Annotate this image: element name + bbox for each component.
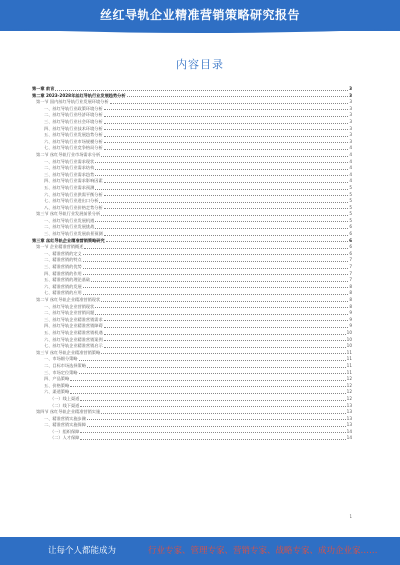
toc-entry[interactable] — [32, 329, 352, 336]
toc-entry-label: 五、丝红导轨行业需求预测 — [44, 184, 95, 190]
toc-entry[interactable] — [32, 131, 352, 138]
toc-entry[interactable] — [32, 177, 352, 184]
toc-entry-label: 三、丝红导轨行业发展前景预测 — [44, 231, 103, 237]
toc-entry-label: （二）线下渠道 — [50, 402, 80, 408]
toc-entry[interactable] — [32, 434, 352, 441]
toc-leader-dots — [104, 135, 349, 137]
toc-leader-dots — [104, 207, 349, 209]
toc-entry[interactable] — [32, 408, 352, 415]
toc-entry[interactable] — [32, 362, 352, 369]
toc-entry[interactable] — [32, 151, 352, 158]
toc-leader-dots — [104, 333, 346, 335]
toc-entry[interactable] — [32, 303, 352, 310]
toc-leader-dots — [104, 346, 346, 348]
toc-leader-dots — [101, 352, 346, 354]
toc-entry-page: 8 — [349, 283, 352, 289]
toc-entry-label: 二、丝红导轨企业营销问题 — [44, 310, 95, 316]
toc-entry[interactable] — [32, 191, 352, 198]
toc-entry-page: 3 — [349, 92, 352, 98]
toc-entry-label: 二、精准营销的特点 — [44, 257, 82, 263]
toc-leader-dots — [83, 267, 349, 269]
toc-entry-label: （一）线上渠道 — [50, 395, 80, 401]
toc-entry-page: 6 — [349, 224, 352, 230]
toc-entry-label: 第一节 国内丝红导轨行业发展环境分析 — [36, 99, 109, 105]
toc-entry-page: 3 — [349, 105, 352, 111]
toc-leader-dots — [95, 168, 348, 170]
toc-entry-label: 四、丝红导轨行业需求影响因素 — [44, 178, 103, 184]
toc-entry-label: 第三节 丝红导轨企业精准营销策略 — [36, 349, 101, 355]
toc-entry[interactable] — [32, 388, 352, 395]
toc-leader-dots — [104, 339, 346, 341]
toc-entry[interactable] — [32, 204, 352, 211]
toc-entry[interactable] — [32, 289, 352, 296]
toc-entry-label: 二、丝红导轨行业经济环境分析 — [44, 112, 103, 118]
toc-entry-label: 一、丝红导轨行业政策环境分析 — [44, 105, 103, 111]
toc-entry[interactable] — [32, 336, 352, 343]
toc-entry[interactable] — [32, 263, 352, 270]
toc-leader-dots — [106, 240, 348, 242]
toc-entry-page: 3 — [349, 138, 352, 144]
toc-leader-dots — [104, 234, 349, 236]
toc-entry[interactable] — [32, 322, 352, 329]
toc-entry-label: 七、丝红导轨企业精准营销启示 — [44, 343, 103, 349]
toc-leader-dots — [70, 392, 346, 394]
toc-entry-page: 8 — [349, 290, 352, 296]
toc-entry-label: 第三章 丝红导轨企业精准营销策略研究 — [32, 237, 105, 243]
toc-entry-page: 7 — [349, 270, 352, 276]
toc-entry-page: 5 — [349, 198, 352, 204]
toc-entry-label: 五、丝红导轨企业精准营销机遇 — [44, 329, 103, 335]
toc-entry-label: 五、丝红导轨行业发展趋势分析 — [44, 132, 103, 138]
toc-entry-page: 8 — [349, 303, 352, 309]
toc-leader-dots — [70, 379, 346, 381]
toc-entry-label: 一、丝红导轨企业营销现状 — [44, 303, 95, 309]
toc-entry-label: 二、精准营销实施保障 — [44, 422, 86, 428]
toc-leader-dots — [83, 273, 349, 275]
toc-entry-page: 3 — [349, 86, 352, 91]
toc-leader-dots — [95, 227, 348, 229]
toc-entry-label: 三、市场定位策略 — [44, 369, 78, 375]
toc-leader-dots — [95, 161, 348, 163]
toc-entry[interactable] — [32, 250, 352, 257]
toc-entry-page: 5 — [349, 211, 352, 217]
toc-entry-label: 八、丝红导轨行业价格走势分析 — [44, 204, 103, 210]
toc-entry-page: 6 — [349, 244, 352, 250]
toc-entry-page: 13 — [346, 422, 352, 428]
toc-leader-dots — [104, 194, 349, 196]
toc-entry-page: 4 — [349, 145, 352, 151]
toc-leader-dots — [95, 306, 348, 308]
toc-leader-dots — [80, 438, 345, 440]
toc-entry[interactable] — [32, 85, 352, 92]
toc-entry-page: 12 — [346, 376, 352, 382]
toc-entry[interactable] — [32, 355, 352, 362]
toc-leader-dots — [80, 399, 345, 401]
toc-entry-label: 三、精准营销的优势 — [44, 264, 82, 270]
toc-leader-dots — [80, 431, 345, 433]
toc-entry[interactable] — [32, 144, 352, 151]
toc-leader-dots — [83, 260, 349, 262]
toc-entry-label: 三、丝红导轨行业需求趋势 — [44, 171, 95, 177]
toc-entry-page: 3 — [349, 112, 352, 118]
toc-entry-page: 3 — [349, 125, 352, 131]
toc-entry-label: 第一章 前言 — [32, 86, 55, 91]
toc-entry-page: 14 — [346, 435, 352, 441]
toc-entry-page: 11 — [346, 349, 352, 355]
toc-leader-dots — [104, 148, 349, 150]
toc-leader-dots — [79, 372, 346, 374]
toc-entry-label: 一、精准营销的定义 — [44, 250, 82, 256]
toc-entry-label: 三、丝红导轨行业社会环境分析 — [44, 118, 103, 124]
toc-entry[interactable] — [32, 316, 352, 323]
toc-entry-label: 一、市场细分策略 — [44, 356, 78, 362]
toc-entry-label: 六、渠道策略 — [44, 389, 70, 395]
toc-leader-dots — [95, 174, 348, 176]
toc-entry-label: 四、精准营销的作用 — [44, 270, 82, 276]
toc-entry[interactable] — [32, 415, 352, 422]
toc-entry-label: 第二节 丝红导轨行业市场需求分析 — [36, 151, 101, 157]
toc-entry-page: 11 — [346, 362, 352, 368]
toc-entry[interactable] — [32, 243, 352, 250]
toc-entry[interactable] — [32, 296, 352, 303]
toc-entry-page: 13 — [346, 402, 352, 408]
toc-entry[interactable] — [32, 276, 352, 283]
toc-entry-page: 11 — [346, 356, 352, 362]
toc-leader-dots — [101, 412, 346, 414]
report-title: 丝红导轨企业精准营销策略研究报告 — [99, 8, 300, 22]
toc-entry-page: 7 — [349, 264, 352, 270]
toc-leader-dots — [104, 181, 349, 183]
toc-entry[interactable] — [32, 237, 352, 244]
toc-entry[interactable] — [32, 382, 352, 389]
toc-entry[interactable] — [32, 184, 352, 191]
toc-entry[interactable] — [32, 118, 352, 125]
toc-entry-page: 6 — [349, 250, 352, 256]
toc-entry[interactable] — [32, 428, 352, 435]
toc-entry[interactable] — [32, 138, 352, 145]
toc-entry[interactable] — [32, 375, 352, 382]
toc-entry-page: 8 — [349, 297, 352, 302]
toc-entry-label: 七、丝红导轨行业竞争格局分析 — [44, 145, 103, 151]
toc-leader-dots — [104, 319, 349, 321]
toc-leader-dots — [80, 405, 345, 407]
toc-leader-dots — [87, 425, 346, 427]
toc-entry-label: 六、精准营销的发展 — [44, 283, 82, 289]
toc-leader-dots — [83, 253, 349, 255]
toc-leader-dots — [104, 108, 349, 110]
toc-entry-page: 14 — [346, 428, 352, 434]
toc-entry[interactable] — [32, 395, 352, 402]
toc-entry-page: 4 — [349, 158, 352, 164]
footer-slogan: 让每个人都能成为 — [48, 546, 117, 556]
toc-entry-page: 5 — [349, 184, 352, 190]
page-number: 1 — [349, 514, 352, 519]
toc-entry[interactable] — [32, 421, 352, 428]
toc-leader-dots — [99, 201, 348, 203]
toc-entry[interactable] — [32, 105, 352, 112]
toc-entry-label: （二）人才保障 — [50, 435, 80, 441]
toc-leader-dots — [104, 141, 349, 143]
table-of-contents — [32, 85, 352, 441]
toc-entry-label: 七、丝红导轨行业进出口分析 — [44, 198, 99, 204]
toc-entry-label: 三、丝红导轨企业精准营销需求 — [44, 316, 103, 322]
toc-entry-label: 六、丝红导轨行业供需平衡分析 — [44, 191, 103, 197]
toc-entry[interactable] — [32, 349, 352, 356]
toc-entry[interactable] — [32, 171, 352, 178]
toc-entry[interactable] — [32, 270, 352, 277]
toc-leader-dots — [70, 385, 346, 387]
toc-entry-label: 六、丝红导轨行业市场规模分析 — [44, 138, 103, 144]
toc-entry-label: 二、丝红导轨行业发展挑战 — [44, 224, 95, 230]
toc-entry-page: 3 — [349, 99, 352, 105]
toc-leader-dots — [79, 359, 346, 361]
toc-entry-page: 4 — [349, 151, 352, 157]
toc-entry-page: 9 — [349, 310, 352, 316]
report-header — [0, 0, 400, 31]
toc-title: 内容目录 — [176, 58, 224, 71]
toc-entry-page: 4 — [349, 171, 352, 177]
toc-entry-page: 3 — [349, 132, 352, 138]
toc-entry-page: 9 — [349, 316, 352, 322]
toc-entry-label: （一）组织保障 — [50, 428, 80, 434]
toc-leader-dots — [83, 286, 349, 288]
toc-leader-dots — [95, 188, 348, 190]
toc-leader-dots — [101, 300, 348, 302]
toc-entry-page: 13 — [346, 415, 352, 421]
toc-entry-label: 第二节 丝红导轨企业精准营销现状 — [36, 297, 101, 302]
toc-entry-page: 4 — [349, 165, 352, 171]
toc-entry[interactable] — [32, 111, 352, 118]
toc-entry-label: 五、精准营销的理论基础 — [44, 277, 91, 283]
toc-entry-label: 四、丝红导轨行业技术环境分析 — [44, 125, 103, 131]
toc-entry-label: 第三节 丝红导轨行业发展前景分析 — [36, 211, 101, 217]
toc-entry-page: 13 — [346, 409, 352, 415]
toc-entry-page: 10 — [346, 343, 352, 349]
toc-entry[interactable] — [32, 217, 352, 224]
report-footer — [0, 537, 400, 565]
toc-entry-page: 6 — [349, 231, 352, 237]
toc-entry[interactable] — [32, 256, 352, 263]
toc-entry-page: 7 — [349, 257, 352, 263]
toc-leader-dots — [87, 366, 346, 368]
toc-entry-label: 第一节 企业精准营销概述 — [36, 244, 84, 250]
toc-entry[interactable] — [32, 283, 352, 290]
toc-leader-dots — [91, 280, 348, 282]
toc-entry-label: 七、精准营销的应用 — [44, 290, 82, 296]
toc-leader-dots — [95, 313, 348, 315]
toc-leader-dots — [83, 293, 349, 295]
toc-entry[interactable] — [32, 210, 352, 217]
toc-leader-dots — [104, 115, 349, 117]
toc-entry-label: 五、价格策略 — [44, 382, 70, 388]
toc-entry[interactable] — [32, 125, 352, 132]
toc-entry-page: 6 — [349, 237, 352, 243]
toc-entry-label: 四、丝红导轨企业精准营销障碍 — [44, 323, 103, 329]
toc-leader-dots — [87, 418, 346, 420]
toc-entry-page: 12 — [346, 382, 352, 388]
toc-entry-label: 一、精准营销实施步骤 — [44, 415, 86, 421]
toc-entry-label: 第四节 丝红导轨企业精准营销实施 — [36, 409, 101, 415]
toc-entry-page: 7 — [349, 277, 352, 283]
toc-entry-page: 3 — [349, 118, 352, 124]
toc-entry-label: 二、目标市场选择策略 — [44, 362, 86, 368]
toc-entry[interactable] — [32, 402, 352, 409]
toc-entry[interactable] — [32, 92, 352, 99]
footer-expert-list: 行业专家、管理专家、营销专家、战略专家、成功企业家…… — [148, 546, 378, 556]
toc-entry[interactable] — [32, 223, 352, 230]
toc-entry-page: 5 — [349, 217, 352, 223]
toc-entry-label: 一、丝红导轨行业需求现状 — [44, 158, 95, 164]
toc-entry-page: 11 — [346, 369, 352, 375]
toc-leader-dots — [104, 128, 349, 130]
toc-entry-page: 10 — [346, 336, 352, 342]
toc-entry-page: 5 — [349, 204, 352, 210]
toc-entry[interactable] — [32, 98, 352, 105]
toc-entry-label: 一、丝红导轨行业发展机遇 — [44, 217, 95, 223]
toc-leader-dots — [101, 214, 348, 216]
toc-entry-label: 第二章 2023-2028年丝红导轨行业发展趋势分析 — [32, 92, 126, 98]
toc-entry[interactable] — [32, 230, 352, 237]
toc-entry-page: 10 — [346, 329, 352, 335]
toc-leader-dots — [110, 102, 349, 104]
toc-entry[interactable] — [32, 164, 352, 171]
toc-entry-page: 12 — [346, 395, 352, 401]
toc-entry-page: 5 — [349, 191, 352, 197]
toc-entry-page: 12 — [346, 389, 352, 395]
toc-entry-label: 二、丝红导轨行业需求结构 — [44, 165, 95, 171]
toc-leader-dots — [95, 220, 348, 222]
toc-entry-label: 六、丝红导轨企业精准营销案例 — [44, 336, 103, 342]
toc-leader-dots — [127, 95, 349, 97]
toc-entry-label: 四、产品策略 — [44, 376, 70, 382]
toc-leader-dots — [104, 122, 349, 124]
toc-entry[interactable] — [32, 342, 352, 349]
toc-leader-dots — [104, 326, 349, 328]
toc-leader-dots — [55, 89, 348, 91]
toc-leader-dots — [84, 247, 348, 249]
toc-leader-dots — [101, 155, 348, 157]
toc-entry[interactable] — [32, 158, 352, 165]
toc-entry[interactable] — [32, 369, 352, 376]
toc-entry[interactable] — [32, 197, 352, 204]
toc-entry[interactable] — [32, 309, 352, 316]
toc-entry-page: 9 — [349, 323, 352, 329]
toc-entry-page: 4 — [349, 178, 352, 184]
